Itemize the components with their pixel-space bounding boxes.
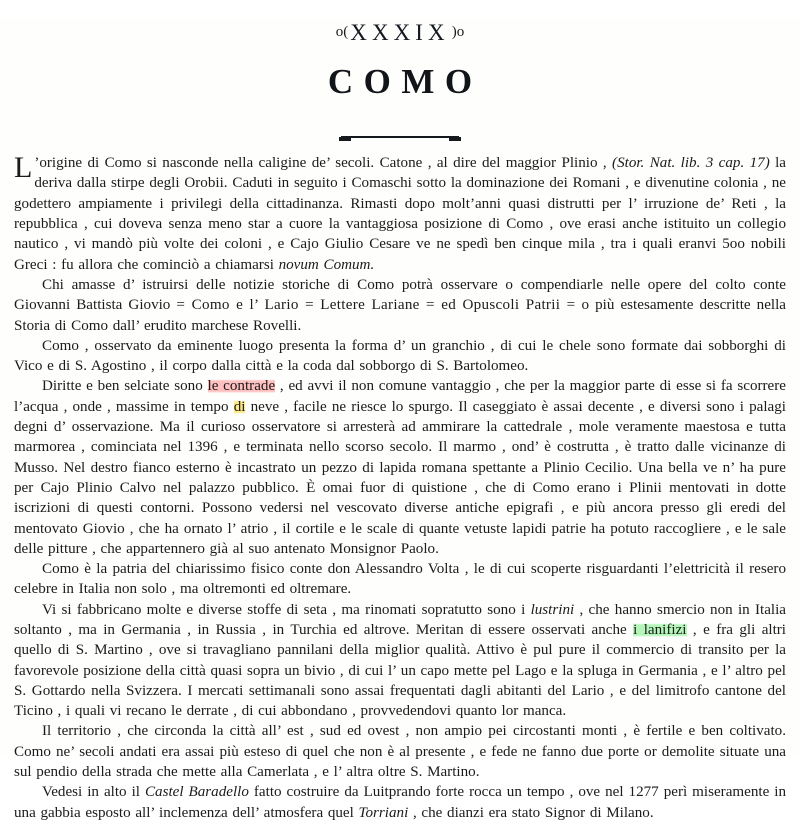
- italic-torriani: Torriani: [358, 804, 409, 821]
- citation-reference: (Stor. Nat. lib. 3 cap. 17): [612, 155, 770, 172]
- title-divider: [14, 125, 786, 143]
- paragraph-1: [14, 153, 786, 275]
- paragraph-3: Como , osservato da eminente luogo presenta la forma d’ un granchio , di cui le chele sono formate dai sobborghi di Vico e di S. Agostino , il corpo dalla città e la coda dal sobborgo di S. Bartolomeo.: [14, 337, 786, 375]
- paragraph-8: [14, 782, 786, 823]
- paragraph-6-text-a: Vi si fabbricano molte e diverse stoffe di seta , ma rinomati sopratutto sono i: [42, 601, 531, 618]
- paragraph-8-text-b: fatto costruire da Luitprando forte rocca un tempo , ove nel 1277 perì miseramente in una gabbia esposto all’ inclemenza dell’ atmosfera quel: [14, 784, 787, 821]
- italic-lustrini: lustrini: [530, 601, 575, 618]
- folio-ornament-left: o(: [335, 24, 349, 41]
- paragraph-1-text-a: ’origine di Como si nasconde nella caligine de’ secoli. Catone , al dire del maggior Plinio ,: [34, 155, 613, 172]
- paragraph-4-text-c: neve , facile ne riesce lo spurgo. Il caseggiato è assai decente , e diversi sono i palagi degni d’ osservazione. Ma il curioso osservatore si arresterà ad ammirare la cattedrale , mole veramente maestosa e tutta marmorea , cominciata nel 1396 , e terminata nello scorso secolo. Il marmo , ond’ è costrutta , è tratto dalle vicinanze di Musso. Nel destro fianco esterno è incastrato un pezzo di lapida romana spettante a Plinio Cecilio. Una bella ve n’ ha pure per Cajo Plinio Calvo nel palazzo pubblico. È omai fuor di quistione , che di Como erano i Plinii mentovati in dotte iscrizioni di questi contorni. Possono vedersi nel vescovato diverse antiche epigrafi , e più ancora presso gli eredi del mentovato Giovio , che ha ornato l’ atrio , il cortile e le scale di quante vetuste lapidi patrie ha potuto raccogliere , e le sale delle pitture , che appartennero già al suo antenato Monsignor Paolo.: [14, 398, 786, 557]
- folio-inner: [336, 18, 464, 46]
- document-page: [0, 18, 800, 821]
- paragraph-6: [14, 600, 786, 722]
- work-titles-list: = Como e l’ Lario = Lettere Lariane = ed Opuscoli Patrii =: [176, 297, 576, 314]
- paragraph-4-text-a: Diritte e ben selciate sono: [42, 378, 208, 395]
- paragraph-2-text-a: Chi amasse d’ istruirsi delle notizie storiche di Como potrà osservare o compendiarle nelle opere del colto conte Giovanni Battista Giovio: [14, 276, 786, 314]
- highlight-green-i-lanifizi: i lanifizi: [633, 621, 687, 638]
- paragraph-4-text-b: , ed avvi il non comune vantaggio , che per la maggior parte di esse si fa scorrere l’acqua , onde , massime in tempo: [14, 378, 786, 415]
- paragraph-6-text-b: , che hanno smercio non in Italia soltanto , ma in Germania , in Russia , in Turchia ed altrove. Meritan di essere osservati anche: [14, 601, 787, 638]
- page-title: COMO: [327, 61, 483, 101]
- highlight-red-le-contrade: le contrade: [207, 378, 276, 395]
- page-folio: [14, 18, 786, 46]
- paragraph-2-text-b: o più estesamente descritte nella Storia di Como dall’ erudito marchese Rovelli.: [14, 297, 786, 334]
- paragraph-6-text-c: , e fra gli altri quello di S. Martino , ove si travagliano pannilani della miglior qualità. Attivo è pul pure il commercio di transito per la favorevole posizione della città quasi sopra un bivio , di cui l’ un capo mette pel Lago e la spluga in Germania , e l’ altro pel S. Gottardo nella Svizzera. I mercati settimanali sono assai frequentati dagli abitanti del Lario , e del limitrofo cantone del Ticino , i quali vi recano le derrate , di cui abbondano , provvedendovi quanto lor manca.: [14, 621, 786, 720]
- drop-cap: L: [14, 151, 33, 185]
- highlight-yellow-di: di: [233, 398, 246, 415]
- paragraph-4: [14, 376, 786, 559]
- paragraph-8-text-a: Vedesi in alto il: [42, 784, 145, 801]
- paragraph-2: [14, 275, 786, 336]
- latin-phrase-novum-comum: novum Comum.: [278, 256, 375, 273]
- divider-rule: [341, 136, 459, 138]
- folio-ornament-right: )o: [451, 24, 465, 41]
- paragraph-1-text-b: la deriva dalla stirpe degli Orobii. Caduti in seguito i Comaschi sotto la dominazione dei Romani , e divenutine colonia , ne godettero ampiamente i privilegi della cittadinanza. Rimasti dopo molt’anni quasi distrutti per l’ irruzione de’ Reti , la repubblica , cui doveva senza meno star a cuore la vantaggiosa posizione di Como , ove erasi anche istituito un collegio nautico , vi mandò più volte dei coloni , e Cajo Giulio Cesare ve ne spedì ben cinque mila , tra i quali eranvi 5oo nobili Greci : fu allora che cominciò a chiamarsi: [14, 155, 787, 273]
- folio-number: XXXIX: [350, 19, 450, 45]
- document-body: [14, 153, 786, 823]
- italic-castel-baradello: Castel Baradello: [144, 784, 249, 801]
- paragraph-7: Il territorio , che circonda la città all’ est , sud ed ovest , non ampio pei circostanti monti , è fertile e ben coltivato. Como ne’ secoli andati era assai più esteso di quel che non è al presente , e fede ne fanno due porte or demolite situate una sul pendio della strada che mette alla Camerlata , e l’ altra oltre S. Martino.: [14, 723, 786, 781]
- paragraph-8-text-c: , che dianzi era stato Signor di Milano.: [408, 804, 654, 821]
- paragraph-5: Como è la patria del chiarissimo fisico conte don Alessandro Volta , le di cui scoperte risguardanti l’elettricità il resero celebre in Italia non solo , ma oltremonti ed oltremare.: [14, 561, 786, 598]
